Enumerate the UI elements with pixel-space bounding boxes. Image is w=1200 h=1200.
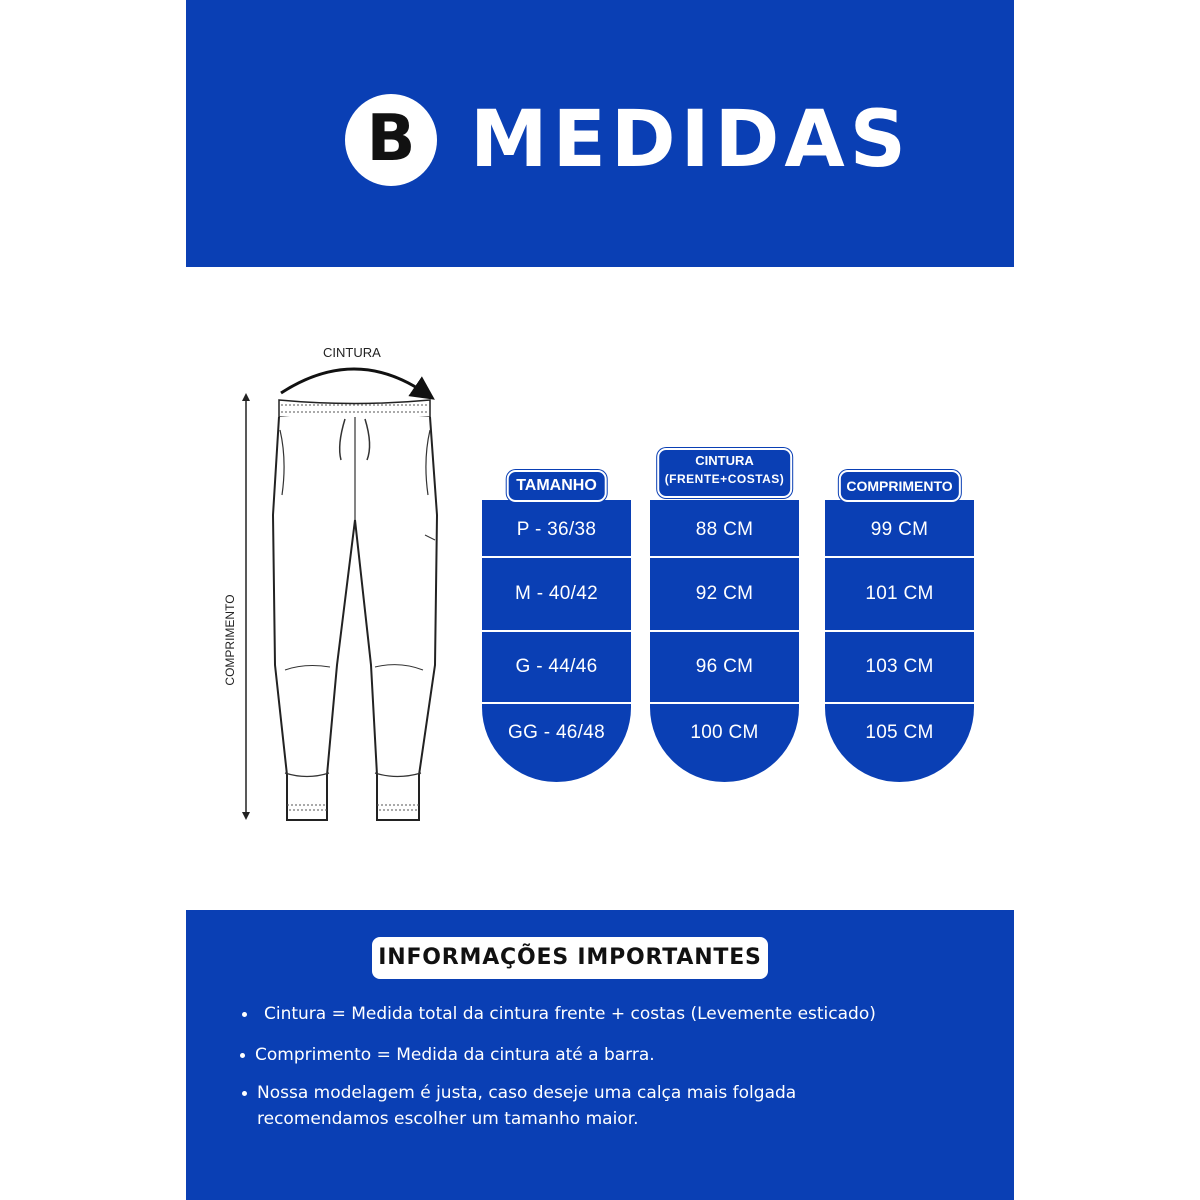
table-cell: 105 CM <box>865 722 934 743</box>
column-header-cintura <box>657 448 793 498</box>
column-header-tamanho: TAMANHO <box>506 470 607 502</box>
table-cell: P - 36/38 <box>516 519 597 540</box>
info-bullet: Comprimento = Medida da cintura até a barra. <box>255 1045 655 1065</box>
bullet-dot <box>242 1012 247 1017</box>
divider <box>650 702 799 704</box>
logo-letter: B <box>366 102 416 176</box>
waist-label: CINTURA <box>323 345 381 360</box>
brand-logo <box>345 94 437 186</box>
info-bullet-continuation: recomendamos escolher um tamanho maior. <box>257 1109 639 1129</box>
table-cell: 101 CM <box>865 583 934 604</box>
waist-column <box>650 453 799 782</box>
column-header-line2: (FRENTE+COSTAS) <box>664 472 785 486</box>
info-bullet: Cintura = Medida total da cintura frente + costas (Levemente esticado) <box>264 1004 876 1024</box>
table-cell: G - 44/46 <box>515 656 598 677</box>
bullet-dot <box>242 1091 247 1096</box>
table-cell: 99 CM <box>870 519 929 540</box>
column-header-comprimento: COMPRIMENTO <box>838 470 960 502</box>
table-cell: 100 CM <box>690 722 759 743</box>
table-cell: 96 CM <box>695 656 754 677</box>
info-bullet: Nossa modelagem é justa, caso deseje uma calça mais folgada <box>257 1083 797 1103</box>
table-cell: 103 CM <box>865 656 934 677</box>
table-cell: GG - 46/48 <box>508 722 605 743</box>
table-cell: 92 CM <box>695 583 754 604</box>
info-title: INFORMAÇÕES IMPORTANTES <box>372 937 768 979</box>
page-title: MEDIDAS <box>470 95 911 185</box>
divider <box>825 702 974 704</box>
column-header-line1: CINTURA <box>695 453 754 468</box>
length-column <box>825 470 974 782</box>
pants-outline-icon <box>215 335 455 835</box>
pants-diagram <box>215 335 455 835</box>
divider <box>482 702 631 704</box>
table-cell: M - 40/42 <box>515 583 598 604</box>
table-cell: 88 CM <box>695 519 754 540</box>
length-label: COMPRIMENTO <box>223 594 237 686</box>
size-column <box>482 470 631 782</box>
bullet-dot <box>240 1053 245 1058</box>
